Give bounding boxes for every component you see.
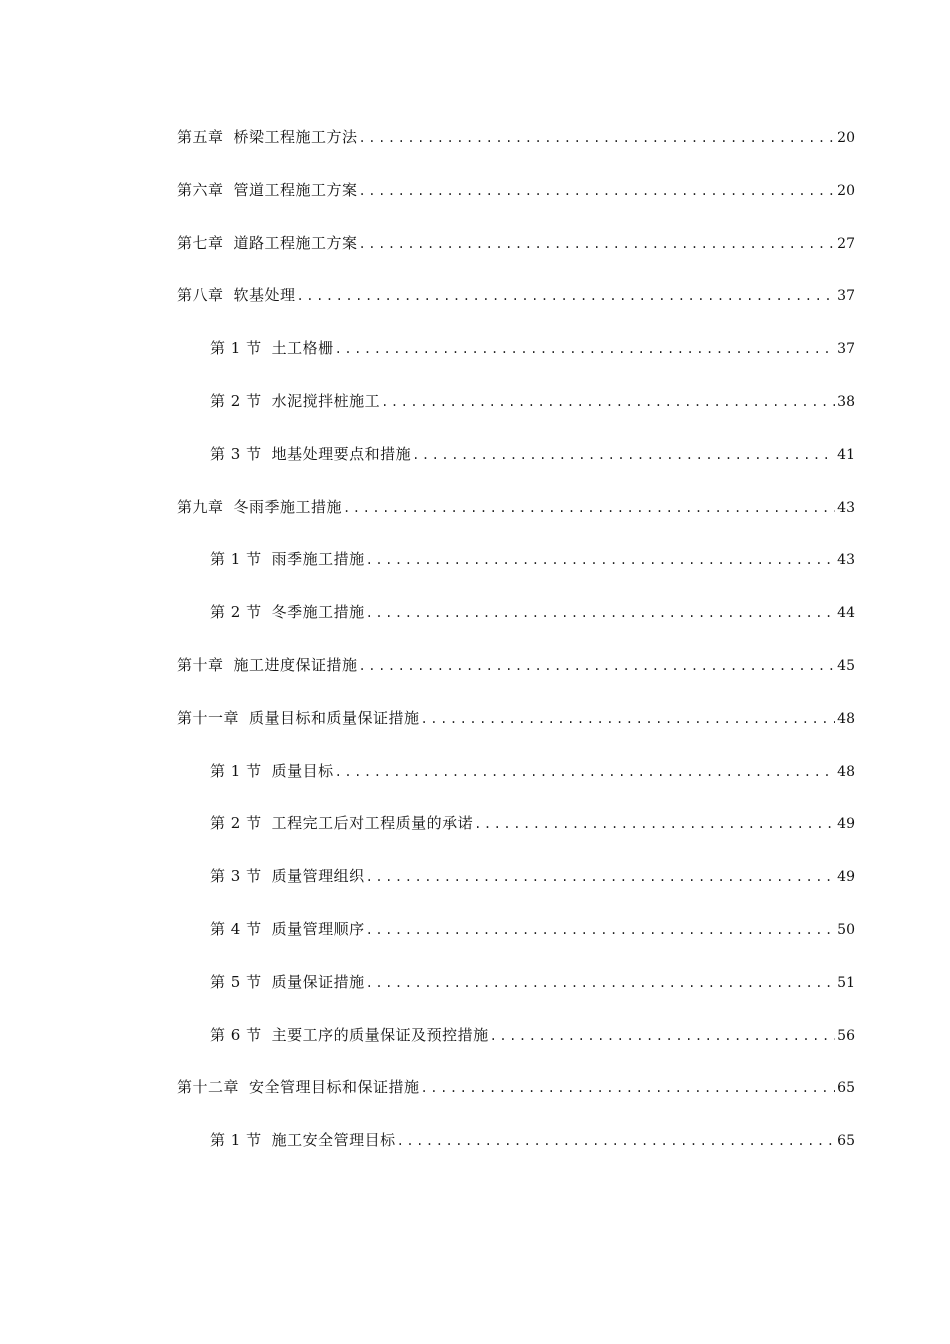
section-number: 第 2 节 [210,603,262,622]
toc-entry-label [210,969,365,995]
section-number: 第 1 节 [210,550,262,569]
dot-leader [366,547,836,573]
toc-entry-chapter-9[interactable] [177,494,855,547]
toc-entry-label [177,1074,420,1100]
table-of-contents [177,124,855,1180]
toc-entry-label [177,652,358,678]
toc-entry-section-8-1[interactable] [177,335,855,388]
page-number: 37 [837,288,855,305]
chapter-title: 冬雨季施工措施 [233,497,343,516]
toc-entry-label [177,124,358,150]
page-number: 41 [837,446,855,463]
chapter-title: 桥梁工程施工方法 [233,128,358,146]
section-title: 质量目标 [271,761,334,780]
dot-leader [421,1075,836,1101]
page-number: 65 [837,1080,855,1097]
section-number: 第 4 节 [210,919,262,938]
dot-leader [366,970,836,996]
toc-entry-section-11-6[interactable] [177,1022,855,1075]
toc-entry-chapter-8[interactable] [177,282,855,335]
page-number: 43 [837,552,855,569]
chapter-number: 第十一章 [177,708,240,727]
page-number: 27 [837,235,855,252]
dot-leader [359,653,836,679]
toc-entry-label [177,282,296,308]
toc-entry-label [177,705,420,731]
toc-entry-label [210,1127,396,1153]
section-number: 第 2 节 [210,814,262,833]
section-title: 水泥搅拌桩施工 [271,391,381,410]
chapter-number: 第八章 [177,286,224,305]
page-number: 48 [837,763,855,780]
chapter-title: 安全管理目标和保证措施 [249,1078,420,1097]
dot-leader [490,1023,836,1049]
chapter-title: 软基处理 [233,286,296,305]
dot-leader [359,178,836,204]
toc-entry-label [177,177,358,203]
toc-entry-section-8-3[interactable] [177,441,855,494]
chapter-number: 第六章 [177,180,224,199]
section-title: 质量管理顺序 [271,919,365,938]
section-number: 第 2 节 [210,391,262,410]
chapter-title: 道路工程施工方案 [233,233,358,252]
toc-entry-chapter-6[interactable] [177,177,855,230]
dot-leader [366,600,836,626]
section-title: 质量保证措施 [271,972,365,991]
toc-entry-label [177,230,358,256]
toc-entry-label [210,1022,489,1048]
section-title: 雨季施工措施 [271,550,365,569]
page-number: 20 [837,182,855,199]
page-number: 49 [837,816,855,833]
toc-entry-section-9-2[interactable] [177,599,855,652]
toc-entry-section-11-5[interactable] [177,969,855,1022]
chapter-title: 质量目标和质量保证措施 [249,708,420,727]
section-title: 主要工序的质量保证及预控措施 [271,1025,489,1044]
section-title: 质量管理组织 [271,867,365,886]
dot-leader [412,442,835,468]
toc-entry-chapter-5[interactable] [177,124,855,177]
page-number: 49 [837,869,855,886]
dot-leader [421,706,836,732]
toc-entry-section-8-2[interactable] [177,388,855,441]
chapter-number: 第十二章 [177,1078,240,1097]
dot-leader [359,125,836,151]
section-number: 第 5 节 [210,972,262,991]
toc-entry-chapter-11[interactable] [177,705,855,758]
toc-entry-section-11-1[interactable] [177,758,855,811]
section-number: 第 1 节 [210,339,262,358]
chapter-number: 第七章 [177,233,224,252]
section-number: 第 1 节 [210,1131,262,1150]
section-title: 地基处理要点和措施 [271,444,412,463]
chapter-title: 施工进度保证措施 [233,655,358,674]
page-number: 44 [837,605,855,622]
section-number: 第 3 节 [210,867,262,886]
dot-leader [366,917,836,943]
page-number: 51 [837,974,855,991]
toc-entry-section-9-1[interactable] [177,546,855,599]
toc-entry-label [210,546,365,572]
toc-entry-chapter-10[interactable] [177,652,855,705]
dot-leader [366,864,836,890]
toc-entry-label [177,494,342,520]
section-title: 土工格栅 [271,339,334,358]
section-title: 冬季施工措施 [271,603,365,622]
toc-entry-label [210,388,380,414]
section-number: 第 3 节 [210,444,262,463]
chapter-number: 第五章 [177,128,224,146]
page-number: 43 [837,499,855,516]
dot-leader [297,283,836,309]
toc-entry-section-12-1[interactable] [177,1127,855,1180]
page-number: 48 [837,710,855,727]
toc-entry-chapter-7[interactable] [177,230,855,283]
dot-leader [474,811,835,837]
section-number: 第 1 节 [210,761,262,780]
dot-leader [343,495,835,521]
toc-entry-label [210,863,365,889]
chapter-title: 管道工程施工方案 [233,180,358,199]
toc-entry-label [210,758,334,784]
dot-leader [397,1128,836,1154]
dot-leader [335,759,836,785]
section-title: 工程完工后对工程质量的承诺 [271,814,474,833]
page-number: 20 [837,130,855,146]
section-number: 第 6 节 [210,1025,262,1044]
toc-entry-label [210,335,334,361]
toc-entry-section-11-3[interactable] [177,863,855,916]
toc-entry-label [210,810,473,836]
dot-leader [359,231,836,257]
section-title: 施工安全管理目标 [271,1131,396,1150]
toc-entry-label [210,916,365,942]
chapter-number: 第十章 [177,655,224,674]
toc-entry-chapter-12[interactable] [177,1074,855,1127]
page-number: 50 [837,921,855,938]
page-number: 56 [837,1027,855,1044]
dot-leader [335,336,836,362]
page-number: 37 [837,341,855,358]
toc-entry-label [210,599,365,625]
toc-entry-section-11-4[interactable] [177,916,855,969]
toc-entry-section-11-2[interactable] [177,810,855,863]
page-number: 38 [837,393,855,410]
dot-leader [381,389,835,415]
page-number: 45 [837,657,855,674]
page-number: 65 [837,1133,855,1150]
chapter-number: 第九章 [177,497,224,516]
toc-entry-label [210,441,411,467]
